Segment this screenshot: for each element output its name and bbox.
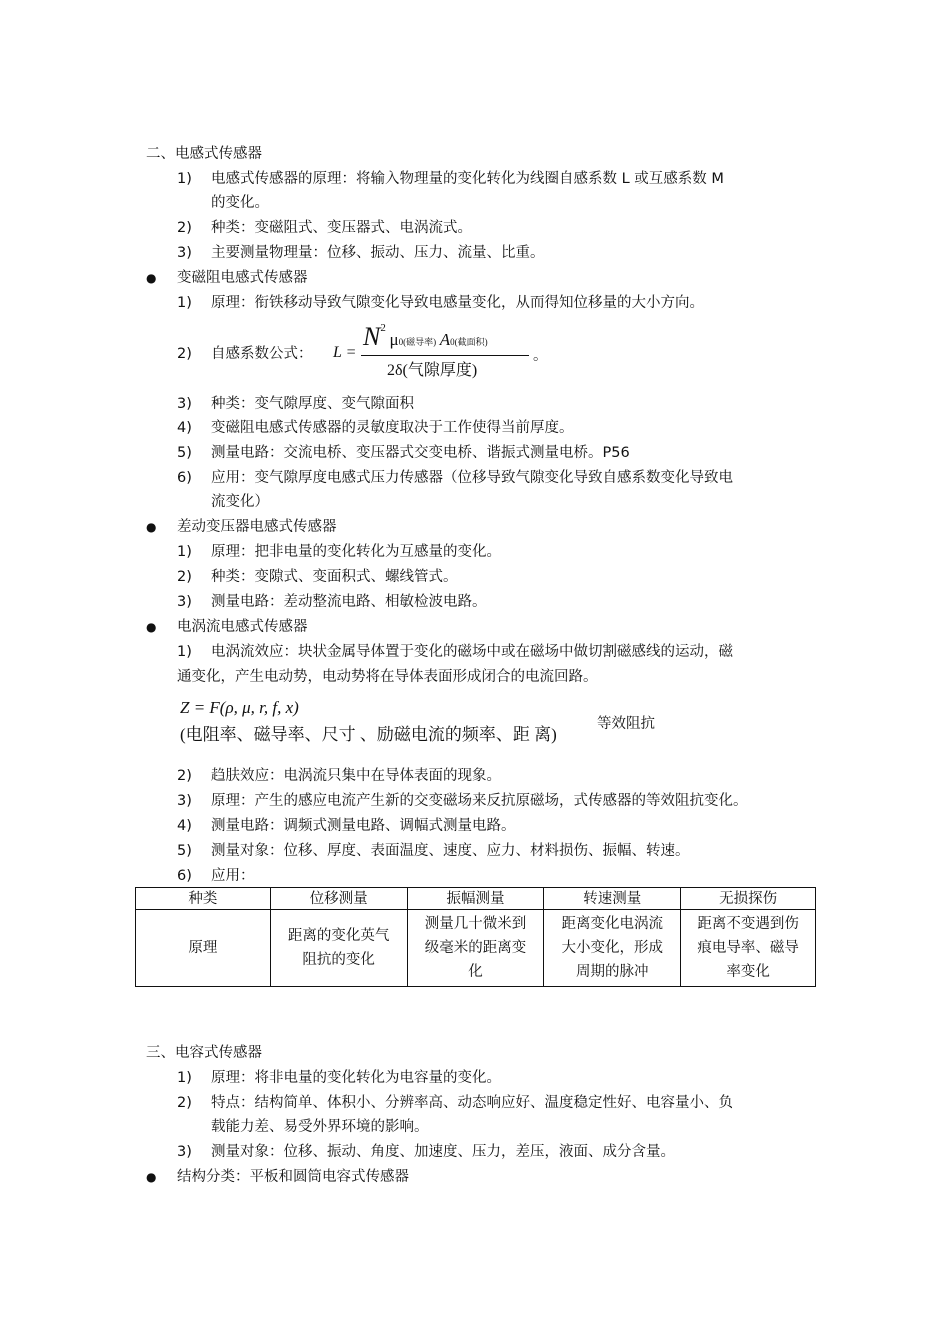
formula-tail: 。	[533, 348, 548, 364]
list-item-text: 主要测量物理量：位移、振动、压力、流量、比重。	[211, 245, 545, 261]
subsection-heading: 差动变压器电感式传感器	[177, 519, 337, 535]
application-table	[135, 887, 816, 987]
cell-line: 率变化	[726, 964, 770, 980]
table-header-row	[136, 888, 816, 910]
cell-line: 距离不变遇到伤	[697, 916, 799, 932]
table-header-cell: 种类	[136, 888, 271, 910]
list-number: 1)	[177, 295, 192, 311]
list-item-text: 应用：变气隙厚度电感式压力传感器（位移导致气隙变化导致自感系数变化导致电	[211, 470, 733, 486]
formula-mu: μ	[389, 330, 399, 349]
list-number: 2)	[177, 220, 192, 236]
list-number: 3)	[177, 396, 192, 412]
list-item-text-cont: 通变化，产生电动势，电动势将在导体表面形成闭合的电流回路。	[177, 669, 598, 685]
list-item-text: 种类：变磁阻式、变压器式、电涡流式。	[211, 220, 472, 236]
table-header-cell: 位移测量	[270, 888, 407, 910]
impedance-formula: Z = F(ρ, μ, r, f, x)	[180, 698, 299, 717]
list-number: 5)	[177, 445, 192, 461]
list-item-text: 测量电路：差动整流电路、相敏检波电路。	[211, 594, 487, 610]
list-item-text: 特点：结构简单、体积小、分辨率高、动态响应好、温度稳定性好、电容量小、负	[211, 1095, 733, 1111]
formula-sub1: 0(磁导率)	[398, 337, 437, 347]
cell-line: 级毫米的距离变	[424, 940, 527, 956]
list-number: 2)	[177, 569, 192, 585]
list-item-text: 原理：将非电量的变化转化为电容量的变化。	[211, 1070, 501, 1086]
table-cell	[681, 910, 816, 987]
formula-denominator: 2δ(气隙厚度)	[387, 362, 478, 379]
list-item-text: 测量对象：位移、振动、角度、加速度、压力，差压，液面、成分含量。	[211, 1144, 675, 1160]
list-item-text: 电涡流效应：块状金属导体置于变化的磁场中或在磁场中做切割磁感线的运动，磁	[211, 644, 733, 660]
subsection-heading: 电涡流电感式传感器	[177, 619, 308, 635]
formula-numerator	[363, 322, 488, 352]
subsection-heading: 结构分类：平板和圆筒电容式传感器	[177, 1169, 409, 1185]
list-number: 1)	[177, 171, 192, 187]
list-item-text: 原理：把非电量的变化转化为互感量的变化。	[211, 544, 501, 560]
cell-line: 测量几十微米到	[424, 916, 527, 932]
table-cell	[407, 910, 544, 987]
list-item-text-cont: 流变化）	[211, 494, 269, 510]
impedance-label: 等效阻抗	[597, 716, 655, 732]
list-number: 3)	[177, 1144, 192, 1160]
list-item-text: 趋肤效应：电涡流只集中在导体表面的现象。	[211, 768, 501, 784]
list-number: 3)	[177, 594, 192, 610]
table-row	[136, 910, 816, 987]
cell-line: 痕电导率、磁导	[697, 940, 799, 956]
list-item-text: 测量电路：调频式测量电路、调幅式测量电路。	[211, 818, 516, 834]
table-header-cell: 无损探伤	[681, 888, 816, 910]
cell-line: 周期的脉冲	[576, 964, 649, 980]
bullet-icon: ●	[146, 620, 157, 634]
list-number: 4)	[177, 420, 192, 436]
list-number: 2)	[177, 1095, 192, 1111]
list-number: 5)	[177, 843, 192, 859]
list-number: 4)	[177, 818, 192, 834]
cell-line: 距离的变化英气	[287, 928, 390, 944]
fraction-bar	[361, 355, 529, 356]
list-number: 2)	[177, 768, 192, 784]
section-title-capacitive: 三、电容式传感器	[146, 1045, 262, 1061]
list-item-text: 原理：衔铁移动导致气隙变化导致电感量变化，从而得知位移量的大小方向。	[211, 295, 704, 311]
formula-sub2: 0(截面积)	[450, 337, 488, 347]
formula-n: N	[363, 322, 381, 351]
list-number: 1)	[177, 644, 192, 660]
bullet-icon: ●	[146, 1170, 157, 1184]
cell-line: 距离变化电涡流	[561, 916, 663, 932]
formula-sup: 2	[380, 322, 386, 334]
cell-line: 化	[468, 964, 483, 980]
list-item-text: 测量对象：位移、厚度、表面温度、速度、应力、材料损伤、振幅、转速。	[211, 843, 690, 859]
cell-line: 大小变化，形成	[561, 940, 663, 956]
formula-lhs: L =	[333, 344, 357, 361]
table-header-cell: 振幅测量	[407, 888, 544, 910]
list-number: 3)	[177, 245, 192, 261]
inductance-formula	[333, 322, 548, 379]
list-item-text: 电感式传感器的原理：将输入物理量的变化转化为线圈自感系数 L 或互感系数 M	[211, 171, 724, 187]
formula-a: A	[439, 330, 451, 349]
list-item-text: 变磁阻电感式传感器的灵敏度取决于工作使得当前厚度。	[211, 420, 574, 436]
list-item-text: 种类：变隙式、变面积式、螺线管式。	[211, 569, 458, 585]
bullet-icon: ●	[146, 271, 157, 285]
bullet-icon: ●	[146, 520, 157, 534]
table-cell	[544, 910, 681, 987]
subsection-heading: 变磁阻电感式传感器	[177, 270, 308, 286]
list-number: 2)	[177, 346, 192, 362]
table-cell	[270, 910, 407, 987]
list-item-text: 种类：变气隙厚度、变气隙面积	[211, 396, 414, 412]
list-item-text: 应用：	[211, 868, 255, 884]
list-item-text: 自感系数公式：	[211, 346, 313, 362]
list-number: 1)	[177, 1070, 192, 1086]
list-item-text-cont: 载能力差、易受外界环境的影响。	[211, 1119, 429, 1135]
list-number: 1)	[177, 544, 192, 560]
list-number: 3)	[177, 793, 192, 809]
table-cell-label: 原理	[136, 910, 271, 987]
list-number: 6)	[177, 868, 192, 884]
section-title-inductive: 二、电感式传感器	[146, 146, 262, 162]
list-item-text: 原理：产生的感应电流产生新的交变磁场来反抗原磁场，式传感器的等效阻抗变化。	[211, 793, 748, 809]
table-header-cell: 转速测量	[544, 888, 681, 910]
cell-line: 阻抗的变化	[302, 952, 375, 968]
list-number: 6)	[177, 470, 192, 486]
list-item-text-cont: 的变化。	[211, 195, 269, 211]
list-item-text: 测量电路：交流电桥、变压器式交变电桥、谐振式测量电桥。P56	[211, 445, 630, 461]
impedance-variables: (电阻率、磁导率、尺寸 、励磁电流的频率、距 离)	[180, 725, 557, 744]
